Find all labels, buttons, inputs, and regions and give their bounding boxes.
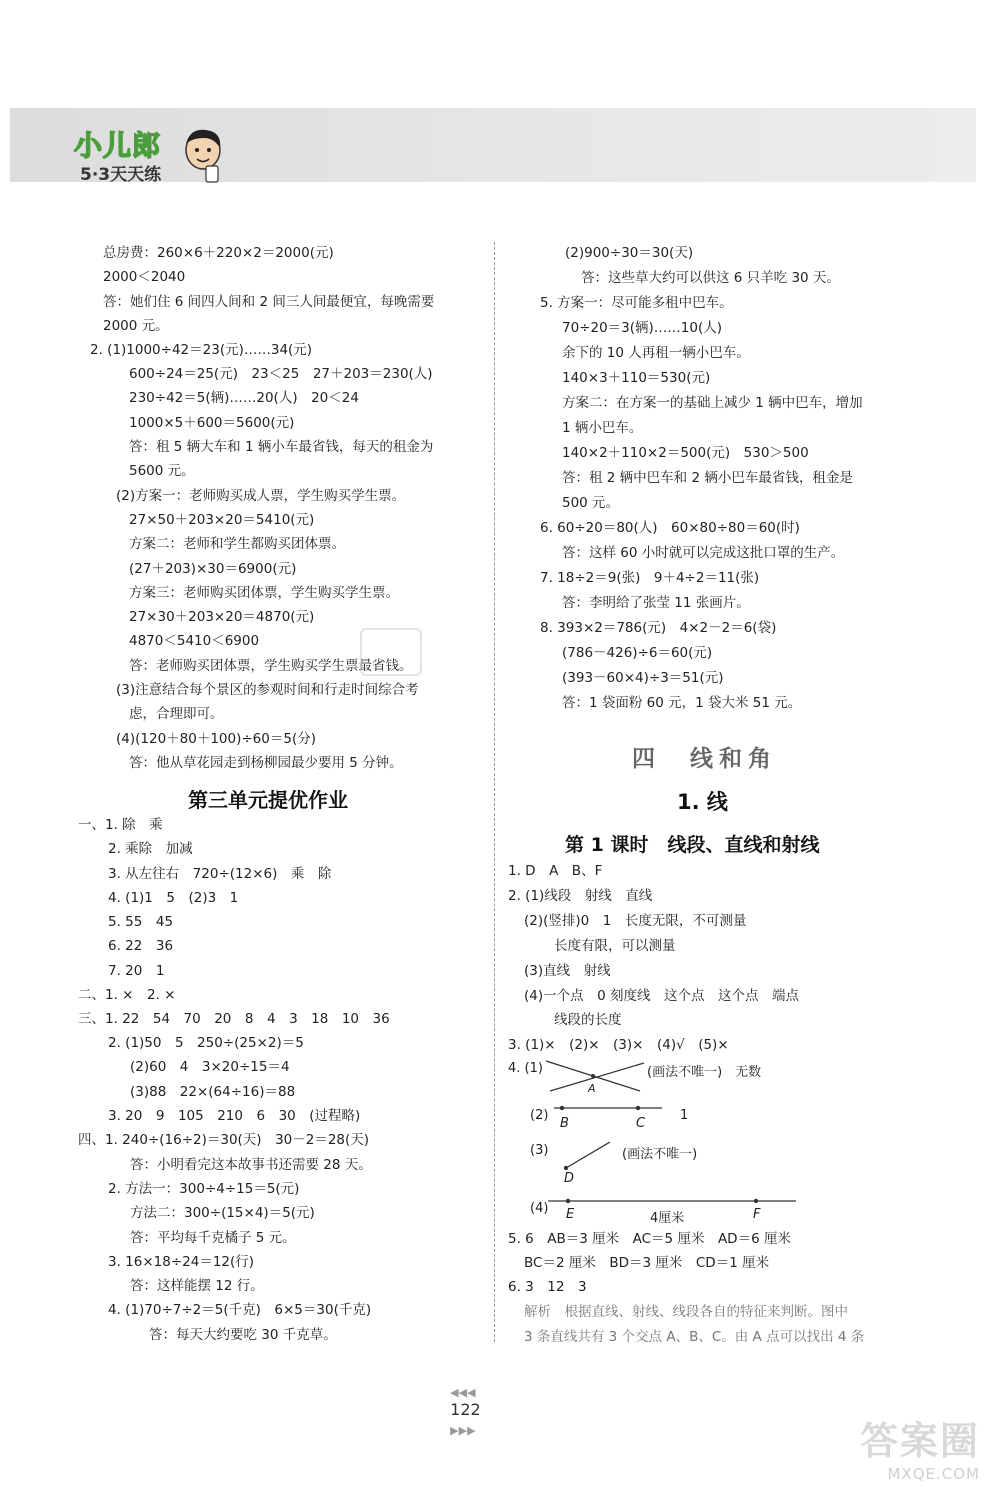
fig-label: 4厘米 xyxy=(650,1211,685,1226)
segment-bc-figure xyxy=(548,1100,668,1116)
text-line: 70÷20＝3(辆)……10(人) xyxy=(562,320,723,336)
text-line: 6. 60÷20＝80(人) 60×80÷80＝60(时) xyxy=(540,520,800,536)
fig-label: 4. (1) xyxy=(508,1061,543,1076)
point-label: E xyxy=(566,1207,575,1222)
text-line: (2)900÷30＝30(天) xyxy=(565,245,694,261)
stamp-mark xyxy=(360,628,422,676)
text-line: 答：她们住 6 间四人间和 2 间三人间最便宜，每晚需要 xyxy=(103,294,435,310)
text-line: 6. 22 36 xyxy=(108,938,174,954)
text-line: (2)方案一：老师购买成人票，学生购买学生票。 xyxy=(116,488,406,504)
point-label: F xyxy=(753,1207,761,1222)
text-line: 6. 3 12 3 xyxy=(508,1279,587,1295)
text-line: 2000＜2040 xyxy=(103,269,186,285)
watermark xyxy=(860,1410,980,1483)
text-line: 答：他从草花园走到杨柳园最少要用 5 分钟。 xyxy=(129,755,403,771)
text-line: 答：1 袋面粉 60 元，1 袋大米 51 元。 xyxy=(562,695,802,711)
text-line: 答：李明给了张莹 11 张画片。 xyxy=(562,595,750,611)
text-line: 4. (1)70÷7÷2＝5(千克) 6×5＝30(千克) xyxy=(108,1302,372,1318)
text-line: (3)注意结合每个景区的参观时间和行走时间综合考 xyxy=(116,682,419,698)
text-line: (4)(120＋80＋100)÷60＝5(分) xyxy=(116,731,316,747)
brand-logo: 小儿郎 xyxy=(74,129,162,162)
fig-label: (2) xyxy=(530,1108,549,1123)
point-label: A xyxy=(588,1082,596,1095)
text-line: 27×50＋203×20＝5410(元) xyxy=(129,512,315,528)
text-line: 答：小明看完这本故事书还需要 28 天。 xyxy=(130,1157,372,1173)
text-line: 2. (1)线段 射线 直线 xyxy=(508,888,653,904)
text-line: 4. (1)1 5 (2)3 1 xyxy=(108,890,239,906)
text-line: 4870＜5410＜6900 xyxy=(129,633,260,649)
text-line: 二、1. × 2. × xyxy=(78,987,176,1003)
text-line: 3. 20 9 105 210 6 30 (过程略) xyxy=(108,1108,361,1124)
watermark-url: MXQE.COM xyxy=(887,1465,980,1483)
text-line: 8. 393×2＝786(元) 4×2－2＝6(袋) xyxy=(540,620,777,636)
text-line: 方案三：老师购买团体票，学生购买学生票。 xyxy=(129,585,399,601)
text-line: 方法二：300÷(15×4)＝5(元) xyxy=(130,1205,315,1221)
point-label: C xyxy=(636,1116,646,1131)
text-line: (4)一个点 0 刻度线 这个点 这个点 端点 xyxy=(524,988,800,1004)
text-line: 虑，合理即可。 xyxy=(129,706,224,722)
text-line: 1000×5＋600＝5600(元) xyxy=(129,415,295,431)
text-line: 5. 方案一：尽可能多租中巴车。 xyxy=(540,295,733,311)
point-label: B xyxy=(560,1116,569,1131)
text-line: 230÷42＝5(辆)……20(人) 20＜24 xyxy=(129,390,359,406)
text-line: 三、1. 22 54 70 20 8 4 3 18 10 36 xyxy=(78,1011,390,1027)
section-title: 第三单元提优作业 xyxy=(188,788,348,812)
text-line: 2. (1)50 5 250÷(25×2)＝5 xyxy=(108,1035,304,1051)
text-line: 答：平均每千克橘子 5 元。 xyxy=(130,1230,296,1246)
point-label: D xyxy=(564,1171,575,1186)
text-line: 140×2＋110×2＝500(元) 530＞500 xyxy=(562,445,809,461)
mascot-icon xyxy=(178,126,228,184)
page-footer xyxy=(440,1362,481,1438)
text-line: 答：老师购买团体票，学生购买学生票最省钱。 xyxy=(129,658,413,674)
text-line: 答：每天大约要吃 30 千克草。 xyxy=(149,1327,337,1343)
text-line: (27＋203)×30＝6900(元) xyxy=(129,561,297,577)
text-line: (786－426)÷6＝60(元) xyxy=(562,645,713,661)
text-line: 一、1. 除 乘 xyxy=(78,817,163,833)
text-line: 7. 18÷2＝9(张) 9＋4÷2＝11(张) xyxy=(540,570,760,586)
text-line: (3)88 22×(64÷16)＝88 xyxy=(130,1084,296,1100)
text-line: 5. 55 45 xyxy=(108,914,174,930)
text-line: 2. 方法一：300÷4÷15＝5(元) xyxy=(108,1181,300,1197)
text-line: 27×30＋203×20＝4870(元) xyxy=(129,609,315,625)
text-line: 线段的长度 xyxy=(554,1012,622,1028)
text-line: 3. 16×18÷24＝12(行) xyxy=(108,1254,255,1270)
text-line: 7. 20 1 xyxy=(108,963,165,979)
text-line: 500 元。 xyxy=(562,495,620,511)
text-line: 3. 从左往右 720÷(12×6) 乘 除 xyxy=(108,866,332,882)
page-number: 122 xyxy=(450,1400,481,1419)
text-line: 140×3＋110＝530(元) xyxy=(562,370,711,386)
text-line: 5600 元。 xyxy=(129,463,195,479)
text-line: 方案二：老师和学生都购买团体票。 xyxy=(129,536,345,552)
text-line: 600÷24＝25(元) 23＜25 27＋203＝230(人) xyxy=(129,366,433,382)
text-line: 5. 6 AB＝3 厘米 AC＝5 厘米 AD＝6 厘米 xyxy=(508,1231,791,1247)
fig-label: (3) xyxy=(530,1143,549,1158)
text-line: 答：这样能摆 12 行。 xyxy=(130,1278,264,1294)
unit-title: 四 线和角 xyxy=(632,746,777,772)
text-line: 解析 根据直线、射线、线段各自的特征来判断。图中 xyxy=(524,1304,848,1320)
text-line: (393－60×4)÷3＝51(元) xyxy=(562,670,724,686)
column-divider xyxy=(494,242,495,1342)
text-line: 答：这样 60 小时就可以完成这批口罩的生产。 xyxy=(562,545,845,561)
text-line: 答：租 2 辆中巴车和 2 辆小巴车最省钱，租金是 xyxy=(562,470,853,486)
text-line: 3 条直线共有 3 个交点 A、B、C。由 A 点可以找出 4 条 xyxy=(524,1329,865,1345)
text-line: (2)(竖排)0 1 长度无限，不可测量 xyxy=(524,913,747,929)
text-line: 2000 元。 xyxy=(103,318,169,334)
watermark-logo: 答案圈 xyxy=(859,1419,980,1463)
text-line: 余下的 10 人再租一辆小巴车。 xyxy=(562,345,750,361)
text-line: 四、1. 240÷(16÷2)＝30(天) 30－2＝28(天) xyxy=(78,1132,370,1148)
text-line: 方案二：在方案一的基础上减少 1 辆中巴车，增加 xyxy=(562,395,863,411)
fig-label: 1 xyxy=(680,1108,689,1123)
text-line: 3. (1)× (2)× (3)× (4)√ (5)× xyxy=(508,1037,729,1053)
text-line: 长度有限，可以测量 xyxy=(554,938,676,954)
next-arrows-icon: ▶▶▶ xyxy=(450,1424,476,1437)
fig-label: (画法不唯一) xyxy=(622,1147,698,1162)
brand-subtitle: 5·3天天练 xyxy=(80,165,162,185)
fig-label: (画法不唯一) 无数 xyxy=(647,1065,762,1080)
ray-figure xyxy=(558,1138,618,1174)
lesson-title: 1. 线 xyxy=(677,790,728,814)
fig-label: (4) xyxy=(530,1201,549,1216)
text-line: (3)直线 射线 xyxy=(524,963,611,979)
text-line: (2)60 4 3×20÷15＝4 xyxy=(130,1059,290,1075)
prev-arrows-icon: ◀◀◀ xyxy=(450,1386,476,1399)
text-line: 1 辆小巴车。 xyxy=(562,420,643,436)
text-line: 总房费：260×6＋220×2＝2000(元) xyxy=(103,245,334,261)
text-line: 答：租 5 辆大车和 1 辆小车最省钱，每天的租金为 xyxy=(129,439,434,455)
text-line: 1. D A B、F xyxy=(508,863,603,879)
text-line: BC＝2 厘米 BD＝3 厘米 CD＝1 厘米 xyxy=(524,1255,770,1271)
text-line: 2. 乘除 加减 xyxy=(108,841,193,857)
text-line: 答：这些草大约可以供这 6 只羊吃 30 天。 xyxy=(581,270,840,286)
text-line: 2. (1)1000÷42＝23(元)……34(元) xyxy=(90,342,313,358)
class-title: 第 1 课时 线段、直线和射线 xyxy=(565,834,820,856)
